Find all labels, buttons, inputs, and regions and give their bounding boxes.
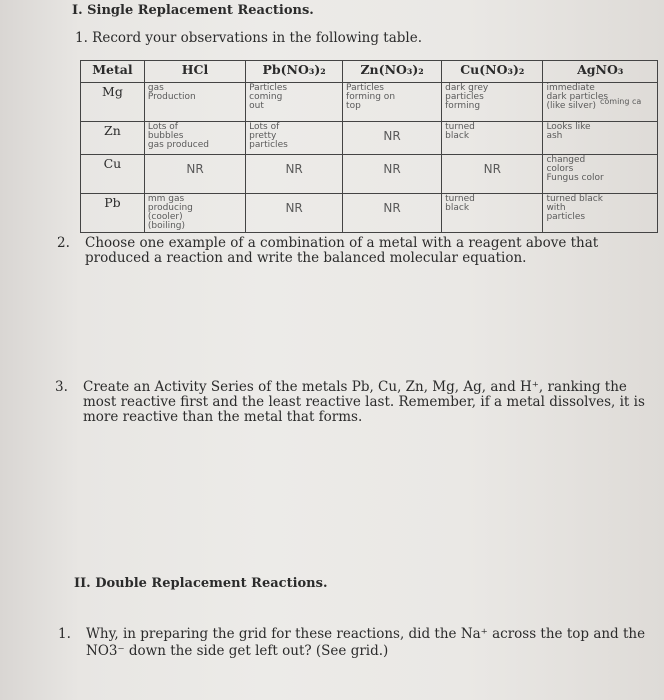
observation-cell: immediate dark particles (like silver)	[543, 83, 658, 122]
header-cu-no3: Cu(NO₃)₂	[442, 61, 543, 83]
metal-cell: Mg	[81, 83, 145, 122]
metal-cell: Zn	[81, 122, 145, 155]
header-metal: Metal	[81, 61, 145, 83]
question-3-text: Create an Activity Series of the metals Pb, Cu, Zn, Mg, Ag, and H⁺, ranking the most reactive first and the least reactive last. Remember, if a metal dissolves, it is more reactive than the metal that forms.	[83, 379, 645, 425]
observation-cell: Looks like ash	[543, 122, 658, 155]
header-hcl: HCl	[144, 61, 245, 83]
question-3	[55, 380, 655, 425]
table-row	[81, 83, 658, 122]
section-2-title: II. Double Replacement Reactions.	[74, 576, 328, 591]
metal-cell: Cu	[81, 155, 145, 194]
observations-table	[80, 60, 658, 233]
metal-cell: Pb	[81, 194, 145, 233]
section-1-title: I. Single Replacement Reactions.	[72, 3, 314, 18]
table-row	[81, 194, 658, 233]
observation-cell: mm gas producing (cooler) (boiling)	[144, 194, 245, 233]
table-row	[81, 155, 658, 194]
observation-cell: NR	[343, 122, 442, 155]
observation-cell: Particles forming on top	[343, 83, 442, 122]
observation-cell: NR	[144, 155, 245, 194]
observation-cell: gas Production	[144, 83, 245, 122]
question-1-text: 1. Record your observations in the following table.	[75, 30, 422, 46]
observation-cell: changed colors Fungus color	[543, 155, 658, 194]
observation-cell: Lots of bubbles gas produced	[144, 122, 245, 155]
observation-cell: Lots of pretty particles	[246, 122, 343, 155]
table-row	[81, 122, 658, 155]
question-double-1	[58, 626, 658, 660]
header-pb-no3: Pb(NO₃)₂	[246, 61, 343, 83]
observation-cell: NR	[343, 155, 442, 194]
question-2-number: 2.	[57, 235, 70, 251]
header-zn-no3: Zn(NO₃)₂	[343, 61, 442, 83]
observation-cell: turned black	[442, 194, 543, 233]
observation-cell: turned black	[442, 122, 543, 155]
question-3-number: 3.	[55, 379, 68, 395]
table-header-row	[81, 61, 658, 83]
header-agno3: AgNO₃	[543, 61, 658, 83]
question-double-1-number: 1.	[58, 626, 71, 642]
observation-cell: NR	[246, 194, 343, 233]
observation-cell: NR	[343, 194, 442, 233]
margin-note: coming ca	[600, 97, 642, 106]
question-double-1-text: Why, in preparing the grid for these reactions, did the Na⁺ across the top and the NO3⁻ down the side get left out? (See grid.)	[86, 626, 646, 659]
observation-cell: NR	[442, 155, 543, 194]
observation-cell: NR	[246, 155, 343, 194]
observation-cell: Particles coming out	[246, 83, 343, 122]
observation-cell: dark grey particles forming	[442, 83, 543, 122]
observation-cell: turned black with particles	[543, 194, 658, 233]
question-2-text: Choose one example of a combination of a metal with a reagent above that produced a reaction and write the balanced molecular equation.	[85, 235, 599, 266]
question-2	[57, 236, 647, 266]
